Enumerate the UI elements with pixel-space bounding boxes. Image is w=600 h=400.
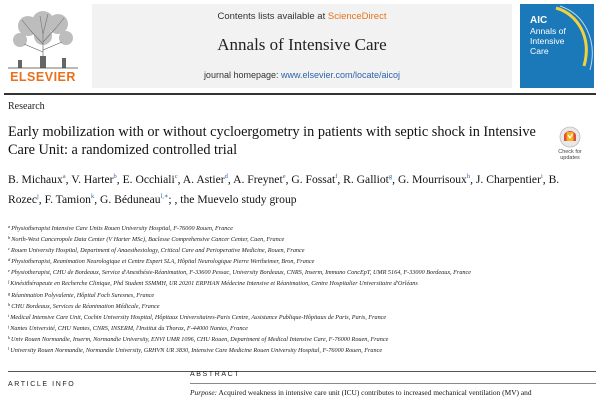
check-updates-label — [546, 149, 594, 161]
author-affiliation-marker[interactable]: d — [224, 173, 228, 180]
author-affiliation-marker[interactable]: l,∗ — [160, 192, 169, 200]
author[interactable] — [291, 173, 337, 186]
affiliation-marker: e — [8, 268, 10, 274]
author[interactable] — [45, 193, 95, 206]
affiliation-list — [8, 222, 598, 355]
author[interactable] — [8, 173, 66, 186]
abstract-heading: ABSTRACT — [190, 371, 241, 378]
header-divider — [4, 93, 596, 95]
author-name: A. Astier — [182, 173, 225, 186]
author-name: G. Béduneau — [99, 192, 161, 206]
homepage-link[interactable]: www.elsevier.com/locate/aicoj — [281, 70, 401, 80]
affiliation-marker: d — [8, 257, 11, 263]
abstract-text — [190, 388, 600, 397]
journal-cover[interactable] — [520, 4, 594, 88]
journal-header — [0, 0, 600, 93]
homepage-line — [92, 70, 512, 80]
homepage-prefix: journal homepage: — [203, 70, 281, 80]
affiliation-item — [8, 344, 598, 355]
author-affiliation-marker[interactable]: c — [174, 173, 178, 180]
affiliation-item — [8, 233, 598, 244]
affiliation-marker: j — [8, 323, 10, 329]
author[interactable] — [100, 193, 168, 206]
affiliation-item — [8, 311, 598, 322]
contents-prefix: Contents lists available at — [217, 11, 328, 22]
abstract-purpose-label: Purpose: — [190, 388, 218, 397]
author-name: B. Rozec — [8, 173, 560, 206]
affiliation-marker: i — [8, 312, 10, 318]
affiliation-marker: g — [8, 290, 11, 296]
article-section: Research — [8, 101, 45, 112]
affiliation-text: University Rouen Normandie, Normandie University, GRHVN UR 3830, Intensive Care Medicine Rouen University Hospital, F-76000 Rouen, France — [10, 347, 383, 355]
journal-title[interactable]: Annals of Intensive Care — [217, 35, 387, 54]
author[interactable] — [398, 173, 470, 186]
author-affiliation-marker[interactable]: i — [540, 173, 543, 180]
author[interactable] — [343, 173, 392, 186]
contents-line — [92, 11, 512, 22]
article-info-heading: ARTICLE INFO — [8, 381, 76, 388]
affiliation-text: Nantes Université, CHU Nantes, CNRS, INSERM, l'Institut du Thorax, F-44000 Nantes, France — [10, 324, 248, 332]
check-for-updates-button[interactable] — [546, 126, 594, 162]
affiliation-text: Physiotherapist, Reanimation Neurologique et Centre Expert SLA, Hôpital Neurologique Pierre Wertheimer, Bron, France — [11, 258, 315, 266]
author-name: G. Fossat — [291, 173, 336, 186]
author-affiliation-marker[interactable]: b — [113, 173, 117, 180]
affiliation-text: Medical Intensive Care Unit, Cochin University Hospital, Hôpitaux Universitaires-Paris Centre, Assistance Publique-Hôpitaux de Paris, Paris, France — [10, 313, 387, 321]
author-name: J. Charpentier — [475, 173, 541, 186]
affiliation-marker: h — [8, 301, 11, 307]
affiliation-text: Réanimation Polyvalente, Hôpital Foch Suresnes, France — [11, 291, 155, 299]
affiliation-item — [8, 222, 598, 233]
author-affiliation-marker[interactable]: k — [90, 192, 95, 200]
author-affiliation-marker[interactable]: e — [282, 173, 286, 180]
abstract-divider — [190, 383, 596, 384]
abstract-purpose-text: Acquired weakness in intensive care unit (ICU) contributes to increased mechanical ventilation (MV) and — [217, 388, 532, 397]
cover-text — [530, 16, 566, 56]
cover-line-3: Care — [530, 46, 549, 56]
affiliation-text: Kinésithérapeute en Recherche Clinique, Phd Student SSMMH, UR 20201 ERPHAN Médecine Intensive et Réanimation, Centre Hospitalier Universitaire d'Orléans — [10, 280, 418, 288]
affiliation-text: CHU Bordeaux, Services de Réanimation Médicale, France — [11, 302, 160, 310]
author-affiliation-marker[interactable]: h — [466, 173, 471, 180]
check-updates-line-1: Check for — [558, 149, 582, 155]
affiliation-text: Physiotherapist, CHU de Bordeaux, Service d'Anesthésie-Réanimation, F-33600 Pessac, University Bordeaux, CNRS, Inserm, Immuno ConcEpT, UMR 5164, F-33000 Bordeaux, France — [11, 269, 472, 277]
affiliation-item — [8, 333, 598, 344]
author[interactable] — [123, 173, 178, 186]
publisher-name[interactable]: ELSEVIER — [10, 70, 76, 84]
affiliation-item — [8, 255, 598, 266]
cover-abbr: AIC — [530, 15, 548, 26]
affiliation-marker: k — [8, 334, 10, 340]
affiliation-item — [8, 277, 598, 288]
author[interactable] — [233, 173, 285, 186]
affiliation-item — [8, 244, 598, 255]
check-updates-icon — [559, 126, 581, 148]
check-updates-line-2: updates — [560, 155, 580, 161]
author-name: B. Michaux — [8, 173, 63, 186]
affiliation-item — [8, 322, 598, 333]
author-affiliation-marker[interactable]: a — [62, 173, 66, 180]
affiliation-marker: a — [8, 224, 11, 229]
affiliation-text: North-West Canceropole Data Center (V Harter MSc), Baclesse Comprehensive Cancer Center, Caen, France — [11, 236, 285, 244]
sciencedirect-link[interactable]: ScienceDirect — [327, 11, 387, 22]
affiliation-text: Univ Rouen Normandie, Inserm, Normandie University, ENVI UMR 1096, CHU Rouen, Department of Medical Intensive Care, F-76000 Rouen, France — [11, 335, 389, 343]
author-name: G. Mourrisoux — [397, 173, 467, 186]
section-divider — [8, 371, 596, 372]
affiliation-text: Physiotherapist Intensive Care Units Rouen University Hospital, F-76000 Rouen, France — [11, 225, 233, 232]
author-affiliation-marker[interactable]: g — [388, 173, 393, 180]
cover-line-2: Intensive — [530, 36, 565, 46]
affiliation-text: Rouen University Hospital, Department of Anaesthesiology, Critical Care and Perioperative Medicine, Rouen, France — [11, 247, 305, 255]
article-title: Early mobilization with or without cycloergometry in patients with septic shock in Intensive Care Unit: a randomized controlled trial — [8, 124, 536, 158]
affiliation-marker: l — [8, 346, 10, 352]
affiliation-marker: c — [8, 246, 10, 252]
affiliation-item — [8, 266, 598, 277]
affiliation-item — [8, 300, 598, 311]
author-name: V. Harter — [71, 173, 114, 186]
author-list: B. Michaux$^a$, V. Harter$^b$, E. Occhiali$^c$, A. Astier$^d$, A. Freynet$^e$, G. Fossat$^f$, R. Galliot$^g$, G. Mourrisoux$^h$, J. Charpentier$^i$, B. Rozec$^j$, F. Tamion$^k$, G. Béduneau$^{l,∗}$; , the Muevelo study group — [8, 173, 560, 206]
affiliation-marker: b — [8, 235, 11, 241]
author-affiliation-marker[interactable]: f — [335, 173, 338, 180]
affiliation-marker: f — [8, 279, 10, 285]
journal-banner — [92, 4, 512, 88]
author-name: F. Tamion — [44, 192, 91, 206]
author[interactable] — [476, 173, 543, 186]
affiliation-item — [8, 289, 598, 300]
author[interactable] — [71, 173, 117, 186]
author-affiliation-marker[interactable]: j — [36, 192, 39, 200]
author[interactable] — [183, 173, 228, 186]
author-name: R. Galliot — [343, 173, 389, 186]
cover-line-1: Annals of — [530, 26, 566, 36]
author-name: E. Occhiali — [122, 173, 175, 186]
author-name: A. Freynet — [233, 173, 283, 186]
author-group: ; , the Muevelo study group — [168, 192, 297, 206]
